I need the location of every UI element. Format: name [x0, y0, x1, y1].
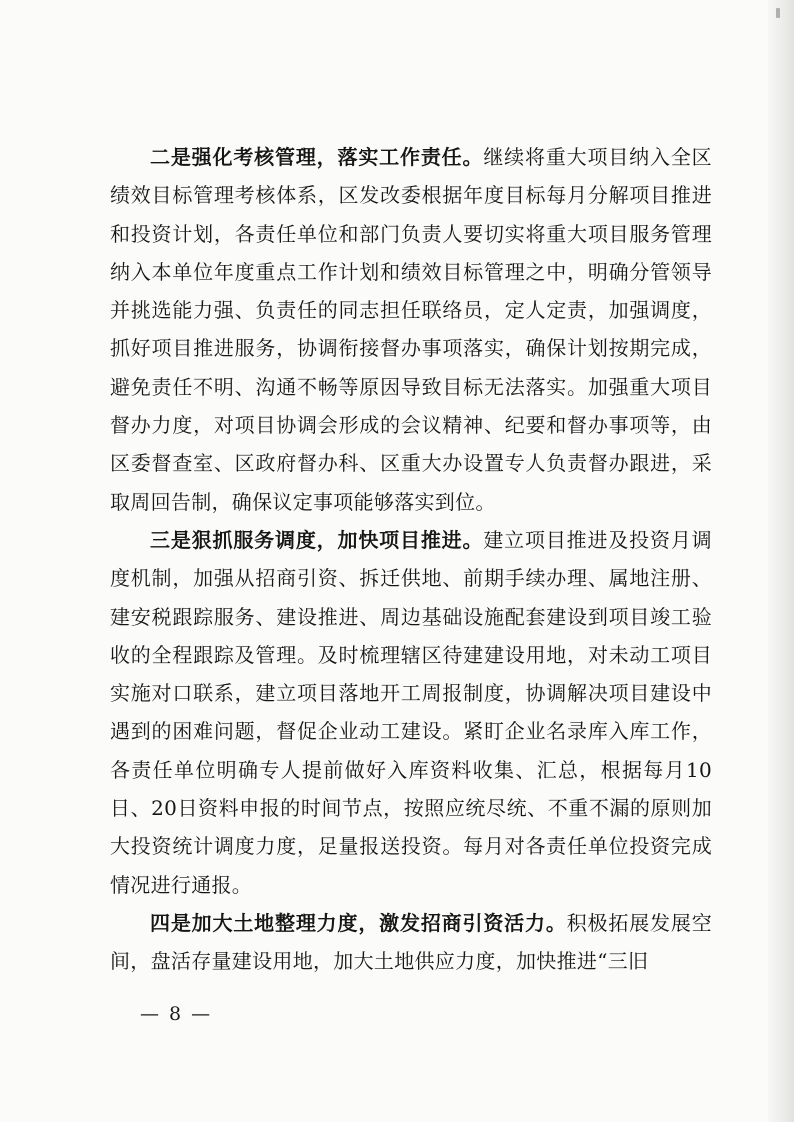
paragraph-lead: 二是强化考核管理，落实工作责任。 — [150, 145, 484, 169]
paragraph-text: 积极拓展发展空间，盘活存量建设用地，加大土地供应力度，加快推进“三旧 — [110, 910, 712, 974]
paragraph-text: 继续将重大项目纳入全区绩效目标管理考核体系，区发改委根据年度目标每月分解项目推进和投资计划，各责任单位和部门负责人要切实将重大项目服务管理纳入本单位年度重点工作计划和绩效目标管理之中，明确分管领导并挑选能力强、负责任的同志担任联络员，定人定责，加强调度，抓好项目推进服务，协调衔接督办事项落实，确保计划按期完成，避免责任不明、沟通不畅等原因导致目标无法落实。加强重大项目督办力度，对项目协调会形成的会议精神、纪要和督办事项等，由区委督查室、区政府督办科、区重大办设置专人负责督办跟进，采取周回告制，确保议定事项能够落实到位。 — [110, 145, 712, 514]
scan-edge — [768, 0, 794, 1122]
paragraph-service-scheduling — [110, 521, 712, 904]
scan-mark — [776, 8, 780, 18]
document-body — [110, 138, 712, 981]
page-number: — 8 — — [140, 1003, 213, 1025]
paragraph-lead: 四是加大土地整理力度，激发招商引资活力。 — [150, 910, 567, 935]
paragraph-lead: 三是狠抓服务调度，加快项目推进。 — [150, 527, 484, 552]
paragraph-land-consolidation — [110, 904, 712, 981]
paragraph-text: 建立项目推进及投资月调度机制，加强从招商引资、拆迁供地、前期手续办理、属地注册、建安税跟踪服务、建设推进、周边基础设施配套建设到项目竣工验收的全程跟踪及管理。及时梳理辖区待建建设用地，对未动工项目实施对口联系，建立项目落地开工周报制度，协调解决项目建设中遇到的困难问题，督促企业动工建设。紧盯企业名录库入库工作，各责任单位明确专人提前做好入库资料收集、汇总，根据每月10日、20日资料申报的时间节点，按照应统尽统、不重不漏的原则加大投资统计调度力度，足量报送投资。每月对各责任单位投资完成情况进行通报。 — [110, 527, 712, 897]
paragraph-assessment-management — [110, 138, 712, 521]
